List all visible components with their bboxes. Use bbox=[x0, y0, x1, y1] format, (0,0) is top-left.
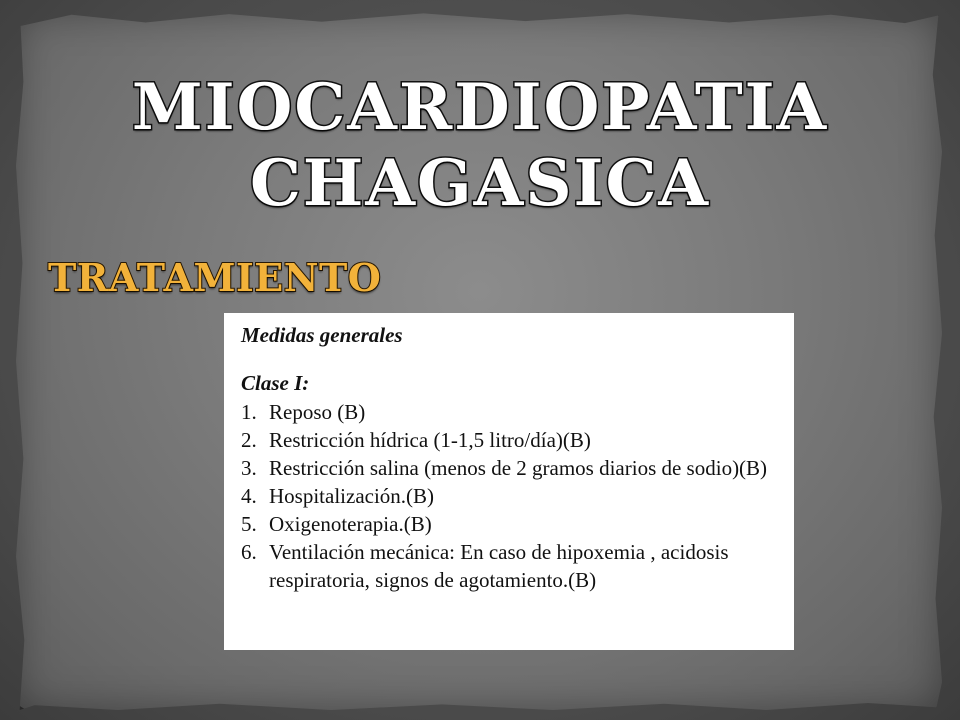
slide-title-line-2: CHAGASICA bbox=[249, 146, 711, 221]
item-text: Restricción salina (menos de 2 gramos diarios de sodio)(B) bbox=[269, 456, 768, 480]
card-heading: Medidas generales bbox=[241, 323, 403, 347]
item-text: Restricción hídrica (1-1,5 litro/día)(B) bbox=[269, 428, 591, 452]
section-subtitle: TRATAMIENTO bbox=[48, 255, 382, 300]
item-number: 2. bbox=[241, 428, 257, 452]
list-item bbox=[241, 398, 776, 426]
item-text: Reposo (B) bbox=[269, 400, 366, 424]
slide-title-line-1: MIOCARDIOPATIA bbox=[131, 70, 829, 145]
item-number: 6. bbox=[241, 540, 257, 564]
list-item bbox=[241, 426, 776, 454]
item-number: 3. bbox=[241, 456, 257, 480]
item-text: Ventilación mecánica: En caso de hipoxemia , acidosis respiratoria, signos de agotamiento.(B) bbox=[269, 540, 729, 592]
measures-list bbox=[241, 398, 776, 594]
class-label: Clase I: bbox=[241, 371, 310, 395]
measures-card bbox=[224, 313, 794, 650]
item-number: 1. bbox=[241, 400, 257, 424]
item-text: Hospitalización.(B) bbox=[269, 484, 435, 508]
item-number: 4. bbox=[241, 484, 257, 508]
list-item bbox=[241, 454, 776, 482]
list-item bbox=[241, 482, 776, 510]
item-text: Oxigenoterapia.(B) bbox=[269, 512, 432, 536]
list-item bbox=[241, 510, 776, 538]
item-number: 5. bbox=[241, 512, 257, 536]
list-item bbox=[241, 538, 776, 594]
